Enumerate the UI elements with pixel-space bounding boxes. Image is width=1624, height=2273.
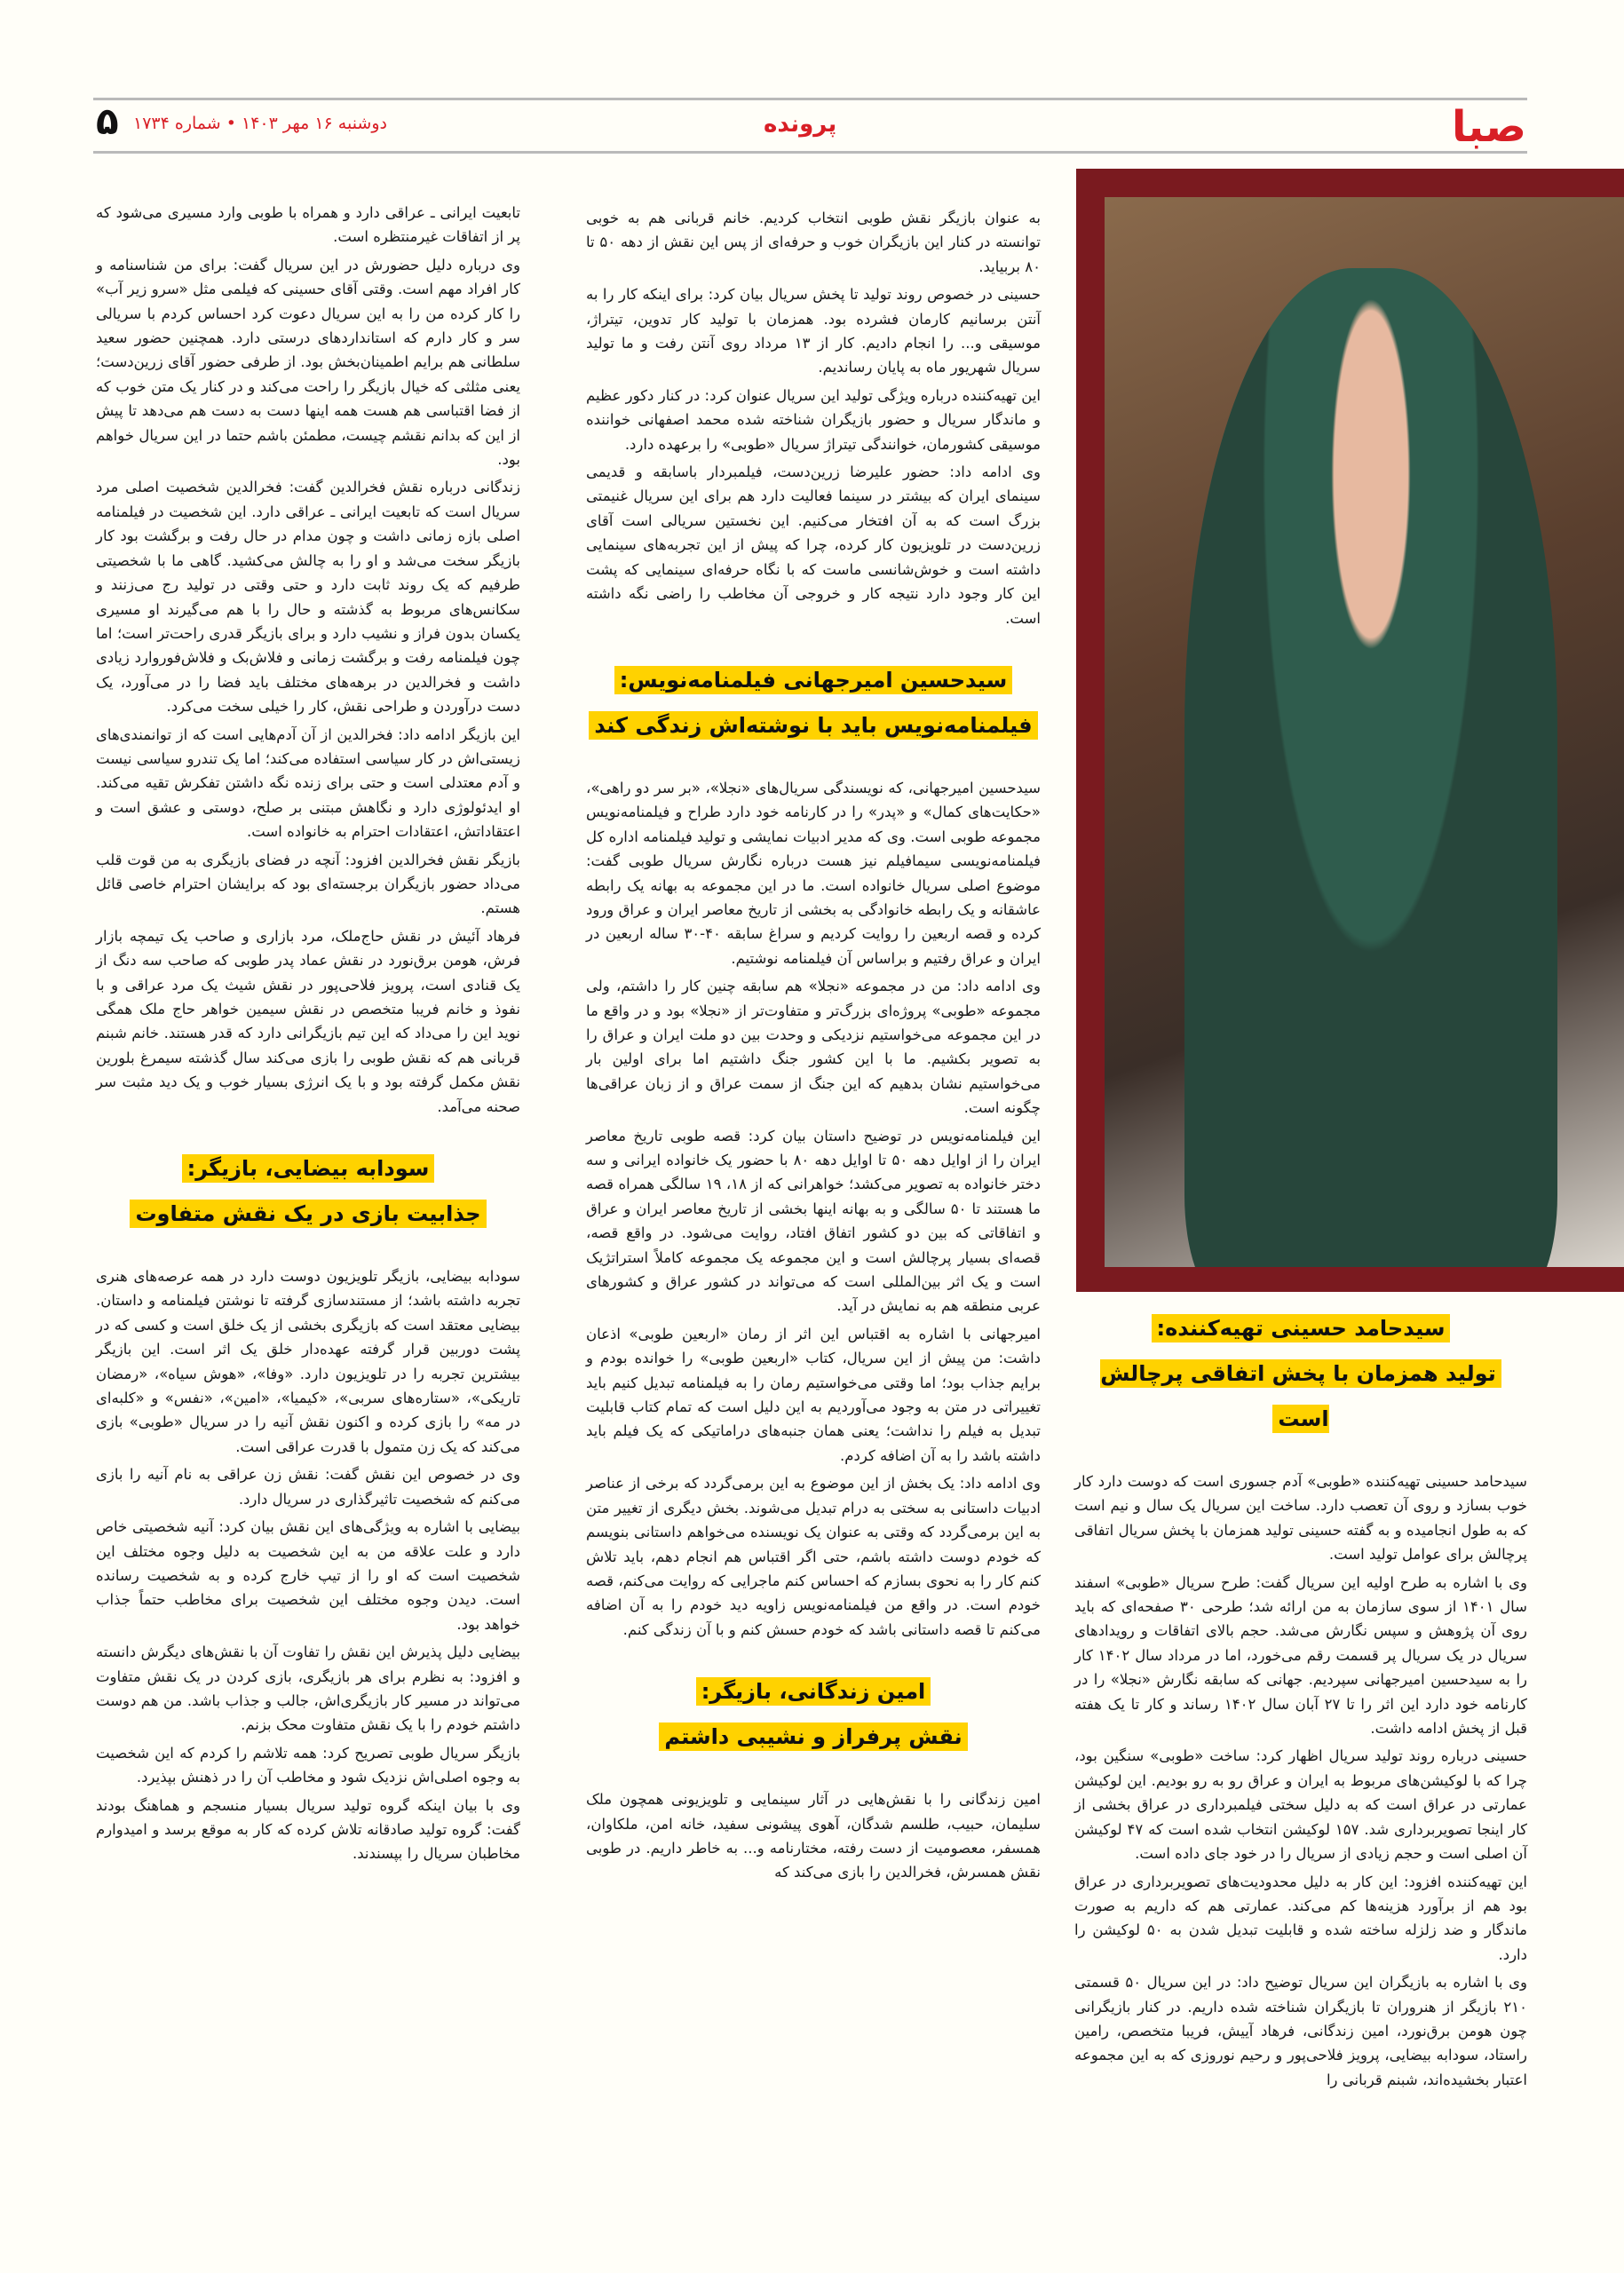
actress-photo xyxy=(1076,169,1624,1292)
paragraph: زندگانی درباره نقش فخرالدین گفت: فخرالدین شخصیت اصلی مرد سریال است که تابعیت ایرانی ـ عراقی دارد. این شخصیت در فیلمنامه اصلی بازه زمانی داشت و چون مدام در حال رفت و برگشت بود کار بازیگر سخت می‌شد و او را به چالش می‌کشید. گاهی ما با شخصیتی طرفیم که یک روند ثابت دارد و حتی وقتی در تولید رج می‌زنند و سکانس‌های مربوط به گذشته و حال را با هم می‌گیرند او مسیری یکسان بدون فراز و نشیب دارد و برای بازیگر قدری راحت‌تر است؛ اما چون فیلمنامه رفت و برگشت زمانی و فلاش‌بک و فلاش‌فوروارد زیادی داشت و فخرالدین در برهه‌های مختلف باید فضا را در می‌آورد، یک دست درآوردن و طراحی نقش، کار را خیلی سخت می‌کرد. xyxy=(96,479,520,716)
paragraph: این بازیگر ادامه داد: فخرالدین از آن آدم‌هایی است که از توانمندی‌های زیستی‌اش در کار سیاسی استفاده می‌کند؛ اما یک تندرو سیاسی نیست و آدم معتدلی است و حتی برای زنده نگه داشتن تفکرش تقیه می‌کند. او ایدئولوژی دارد و نگاهش مبتنی بر صلح، دوستی و عشق است و اعتقاداتش، اعتقادات احترام به خانواده است. xyxy=(96,725,520,841)
article-body xyxy=(1074,1469,1527,2092)
headline-beyzaei: سودابه بیضایی، بازیگر: جذابیت بازی در یک نقش متفاوت xyxy=(96,1147,520,1238)
paragraph: فرهاد آئیش در نقش حاج‌ملک، مرد بازاری و صاحب یک تیمچه بازار فرش، هومن برق‌نورد در نقش عماد پدر طوبی که صاحب سه دنگ از یک قنادی است، پرویز فلاحی‌پور در نقش شیث یک مرد عراقی و با نفوذ و خانم فریبا متخصص در نقش سیمین خواهر حاج ملک همگی نوید این را می‌داد که این تیم بازیگرانی دارد که قدر هستند. خانم شبنم قربانی هم که نقش طوبی را بازی می‌کند سال گذشته سیمرغ بلورین نقش مکمل گرفته بود و با یک انرژی بسیار خوب و یک دید مثبت سر صحنه می‌آمد. xyxy=(96,927,520,1115)
paragraph: به عنوان بازیگر نقش طوبی انتخاب کردیم. خانم قربانی هم به خوبی توانسته در کنار این بازیگران خوب و حرفه‌ای از پس این نقش از دهه ۵۰ تا ۸۰ بربیاید. xyxy=(586,210,1041,275)
paragraph: بازیگر سریال طوبی تصریح کرد: همه تلاشم را کردم که این شخصیت به وجوه اصلی‌اش نزدیک شود و مخاطب آن را در ذهنش بپذیرد. xyxy=(96,1744,520,1786)
newspaper-logo: صبا xyxy=(1452,102,1526,152)
top-rule xyxy=(93,98,1527,100)
paragraph: سیدحامد حسینی تهیه‌کننده «طوبی» آدم جسوری است که دوست دارد کار خوب بسازد و روی آن تعصب دارد. ساخت این سریال یک سال و نیم است که به طول انجامیده و به گفته حسینی تولید همزمان با پخش سریال اتفاقی پرچالش برای عوامل تولید است. xyxy=(1074,1473,1527,1564)
article-body xyxy=(96,201,520,1119)
paragraph: وی درباره دلیل حضورش در این سریال گفت: برای من شناسنامه و کار افراد مهم است. وقتی آقای حسینی که فیلمی مثل «سرو زیر آب» را کار کرده من را به این سریال دعوت کرد احساس کردم با سریالی سر و کار دارم که استانداردهای درستی دارد. همچنین حضور سعید سلطانی هم برایم اطمینان‌بخش بود. از طرفی حضور آقای زرین‌دست؛ یعنی مثلثی که خیال بازیگر را راحت می‌کند و در کنار یک متن خوب که از فضا اقتباسی هم هست همه اینها دست به دست هم می‌دهد تا پیش از این که بدانم نقشم چیست، مطمئن باشم حتما در این سریال خواهم بود. xyxy=(96,256,520,469)
headline-hosseini: سیدحامد حسینی تهیه‌کننده: تولید همزمان با پخش اتفاقی پرچالش است xyxy=(1074,1307,1527,1443)
page-number: ۵ xyxy=(96,99,119,143)
article-body xyxy=(586,206,1041,630)
paragraph: وی ادامه داد: حضور علیرضا زرین‌دست، فیلمبردار باسابقه و قدیمی سینمای ایران که بیشتر در سینما فعالیت دارد هم برای این سریال غنیمتی بزرگ است که به آن افتخار می‌کنیم. این نخستین سریالی است آقای زرین‌دست در تلویزیون کار کرده، چرا که پیش از این تجربه‌های سینمایی داشته است و خوش‌شانسی ماست که با نگاه حرفه‌ای سینمایی که پشت این کار وجود دارد نتیجه کار و خروجی آن مخاطب را راضی نگه داشته است. xyxy=(586,463,1041,627)
paragraph: حسینی درباره روند تولید سریال اظهار کرد: ساخت «طوبی» سنگین بود، چرا که با لوکیشن‌های مربوط به ایران و عراق رو به رو بودیم. این لوکیشن عمارتی در عراق است که به دلیل سختی فیلمبرداری در عراق بخشی از کار اینجا تصویربرداری شد. ۱۵۷ لوکیشن انتخاب شده است که ۴۷ لوکیشن آن اصلی است و حجم زیادی از سریال را در خود جای داده است. xyxy=(1074,1747,1527,1863)
paragraph: وی با اشاره به طرح اولیه این سریال گفت: طرح سریال «طوبی» اسفند سال ۱۴۰۱ از سوی سازمان به من ارائه شد؛ طرحی ۳۰ صفحه‌ای که باید روی آن پژوهش و سپس نگارش می‌شد. حجم بالای اتفاقات و رویدادهای سریال در یک سریال پر قسمت رقم می‌خورد، اما در مرداد سال ۱۴۰۲ کار را به سیدحسین امیرجهانی سپردیم. جهانی که سابقه نگارش «نجلا» را در کارنامه خود دارد این اثر را تا ۲۷ آبان سال ۱۴۰۲ رساند و کار تا یک هفته قبل از پخش ادامه داشت. xyxy=(1074,1573,1527,1738)
paragraph: این فیلمنامه‌نویس در توضیح داستان بیان کرد: قصه طوبی تاریخ معاصر ایران را از اوایل دهه ۵۰ تا اوایل دهه ۸۰ با حضور یک خانواده ایرانی و سه دختر خانواده به تصویر می‌کشد؛ خواهرانی که از ۱۸، ۱۹ سالگی همراه قصه ما هستند تا ۵۰ سالگی و به بهانه اینها بخشی از تاریخ معاصر ایران و عراق و اتفاقاتی که بین دو کشور اتفاق افتاد، روایت می‌شود. در واقع قصه، قصه‌ای بسیار پرچالش است و این مجموعه یک مجموعه کاملاً استراتژیک است و یک اثر بین‌المللی است که می‌تواند در کشور عراق و کشورهای عربی منطقه هم به نمایش در آید. xyxy=(586,1127,1042,1315)
paragraph: وی ادامه داد: یک بخش از این موضوع به این برمی‌گردد که برخی از عناصر ادبیات داستانی به سختی به درام تبدیل می‌شوند. بخش دیگری از تغییر متن به این برمی‌گردد که وقتی به عنوان یک نویسنده می‌خواهم داستانی بنویسم که خودم دوست داشته باشم، حتی اگر اقتباس هم انجام دهم، باید تلاش کنم کار را به نحوی بسازم که احساس کنم ماجرایی که روایت می‌کنم، قصه خودم است. در واقع من فیلمنامه‌نویس زاویه دید خودم را به آن اضافه می‌کنم تا قصه داستانی باشد که خودم حسش کنم و با آن زندگی کنم. xyxy=(586,1475,1041,1638)
middle-column xyxy=(586,206,1041,1889)
paragraph: بیضایی دلیل پذیرش این نقش را تفاوت آن با نقش‌های دیگرش دانسته و افزود: به نظرم برای هر بازیگری، بازی کردن در یک نقش متفاوت می‌تواند در مسیر کار بازیگری‌اش، جالب و جذاب باشد. من هم دوست داشتم خودم را با یک نقش متفاوت محک بزنم. xyxy=(96,1643,520,1734)
paragraph: تابعیت ایرانی ـ عراقی دارد و همراه با طوبی وارد مسیری می‌شود که پر از اتفاقات غیرمنتظره است. xyxy=(96,204,520,246)
paragraph: وی با بیان اینکه گروه تولید سریال بسیار منسجم و هماهنگ بودند گفت: گروه تولید صادقانه تلاش کرده که کار به موقع برسد و امیدوارم مخاطبان سریال را بپسندند. xyxy=(96,1796,520,1863)
article-body xyxy=(96,1264,520,1866)
headline-zendegani: امین زندگانی، بازیگر: نقش پرفراز و نشیبی داشتم xyxy=(586,1670,1041,1761)
paragraph: این تهیه‌کننده درباره ویژگی تولید این سریال عنوان کرد: در کنار دکور عظیم و ماندگار سریال و حضور بازیگران شناخته شده محمد اصفهانی خواننده موسیقی کشورمان، خوانندگی تیتراژ سریال «طوبی» را برعهده دارد. xyxy=(586,386,1041,453)
left-column xyxy=(96,201,520,1870)
section-title: پرونده xyxy=(764,111,837,138)
headline-amirjahani: سیدحسین امیرجهانی فیلمنامه‌نویس: فیلمنامه‌نویس باید با نوشته‌اش زندگی کند xyxy=(586,659,1041,749)
paragraph: سودابه بیضایی، بازیگر تلویزیون دوست دارد در همه عرصه‌های هنری تجربه داشته باشد؛ از مستندسازی گرفته تا نوشتن فیلمنامه و داستان. بیضایی معتقد است که بازیگری بخشی از یک خلق است و کسی که در پشت دوربین قرار گرفته عهده‌دار خلق یک اثر است. این بازیگر بیشترین تجربه را در تلویزیون دارد. «وفا»، «هوش سیاه»، «رمضان تاریکی»، «ستاره‌های سربی»، «کیمیا»، «امین»، «نفس» و «کلبه‌ای در مه» را بازی کرده و اکنون نقش آنیه را در سریال «طوبی» بازی می‌کند که یک زن متمول با قدرت عراقی است. xyxy=(96,1268,520,1455)
article-body xyxy=(586,1787,1041,1885)
paragraph: امیرجهانی با اشاره به اقتباس این اثر از رمان «اربعین طوبی» اذعان داشت: من پیش از این سریال، کتاب «اربعین طوبی» را خوانده بودم و برایم جذاب بود؛ اما وقتی می‌خواستیم رمان را به فیلمنامه تبدیل کنیم باید تغییراتی در متن به وجود می‌آوردیم به این دلیل است که تمام کتاب قابلیت تبدیل به فیلم را نداشت؛ یعنی همان جنبه‌های دراماتیکی که یک فیلم باید داشته باشد را به آن اضافه کردم. xyxy=(586,1325,1041,1464)
woman-in-hijab-figure xyxy=(1184,268,1557,1267)
paragraph: بیضایی با اشاره به ویژگی‌های این نقش بیان کرد: آنیه شخصیتی خاص دارد و علت علاقه من به این شخصیت به دلیل وجوه مختلف این شخصیت است که او را از تیپ خارج کرده و به شخصیت رسانده است. دیدن وجوه مختلف این شخصیت برای مخاطب حتماً جذاب خواهد بود. xyxy=(96,1518,520,1633)
paragraph: حسینی در خصوص روند تولید تا پخش سریال بیان کرد: برای اینکه کار را به آنتن برسانیم کارمان فشرده بود. همزمان با تولید کار تدوین، تیتراژ، موسیقی و... را انجام دادیم. کار از ۱۳ مرداد روی آنتن رفت و ما تولید سریال شهریور ماه به پایان رساندیم. xyxy=(586,286,1041,376)
header-rule xyxy=(93,151,1527,154)
paragraph: وی با اشاره به بازیگران این سریال توضیح داد: در این سریال ۵۰ قسمتی ۲۱۰ بازیگر از هنروران تا بازیگران شناخته شده داریم. در کنار بازیگرانی چون هومن برق‌نورد، امین زندگانی، فرهاد آییش، فریبا متخصص، رامین راستاد، سودابه بیضایی، پرویز فلاحی‌پور و رحیم نوروزی که به این مجموعه اعتبار بخشیده‌اند، شبنم قربانی را xyxy=(1074,1974,1527,2088)
dateline: دوشنبه ۱۶ مهر ۱۴۰۳ • شماره ۱۷۳۴ xyxy=(133,114,387,133)
paragraph: امین زندگانی را با نقش‌هایی در آثار سینمایی و تلویزیونی همچون ملک سلیمان، حبیب، طلسم شدگان، آهوی پیشونی سفید، خانه امن، ملکاوان، همسفر، معصومیت از دست رفته، مختارنامه و... به خاطر داریم. در طوبی نقش همسرش، فخرالدین را بازی می‌کند که xyxy=(586,1791,1041,1881)
article-body xyxy=(586,776,1041,1642)
paragraph: سیدحسین امیرجهانی، که نویسندگی سریال‌های «نجلا»، «بر سر دو راهی»، «حکایت‌های کمال» و «پدر» را در کارنامه خود دارد طراح و فیلمنامه‌نویس مجموعه طوبی است. وی که مدیر ادبیات نمایشی و تولید فیلمنامه اداره کل فیلمنامه‌نویسی سیمافیلم نیز هست درباره نگارش سریال طوبی گفت: موضوع اصلی سریال خانواده است. ما در این مجموعه به بهانه یک رابطه عاشقانه و یک رابطه خانوادگی به بخشی از تاریخ معاصر ایران و عراق ورود کرده و قصه اربعین را روایت کردیم و سراغ سابقه ۴۰-۳۰ ساله اربعین در ایران و عراق رفتیم و براساس آن فیلمنامه نوشتیم. xyxy=(586,779,1041,967)
right-column xyxy=(1074,1279,1527,2095)
paragraph: وی در خصوص این نقش گفت: نقش زن عراقی به نام آنیه را بازی می‌کنم که شخصیت تاثیرگذاری در سریال دارد. xyxy=(96,1466,520,1508)
paragraph: این تهیه‌کننده افزود: این کار به دلیل محدودیت‌های تصویربرداری در عراق بود هم از برآورد هزینه‌ها کم می‌کند. عمارتی هم که داریم به صورت ماندگار و ضد زلزله ساخته شده و قابلیت تبدیل شدن به ۵۰ لوکیشن را دارد. xyxy=(1074,1873,1527,1963)
paragraph: وی ادامه داد: من در مجموعه «نجلا» هم سابقه چنین کار را داشتم، ولی مجموعه «طوبی» پروژه‌ای بزرگ‌تر و متفاوت‌تر از «نجلا» بود و در واقع ما در این مجموعه می‌خواستیم نزدیکی و وحدت بین دو ملت ایران و عراق را به تصویر بکشیم. ما با این کشور جنگ داشتیم اما برای اولین بار می‌خواستیم نشان بدهیم که این جنگ از سمت عراق و از زبان عراقی‌ها چگونه است. xyxy=(586,978,1041,1117)
paragraph: بازیگر نقش فخرالدین افزود: آنچه در فضای بازیگری به من قوت قلب می‌داد حضور بازیگران برجسته‌ای بود که برایشان احترام خاصی قائل هستم. xyxy=(96,851,520,917)
